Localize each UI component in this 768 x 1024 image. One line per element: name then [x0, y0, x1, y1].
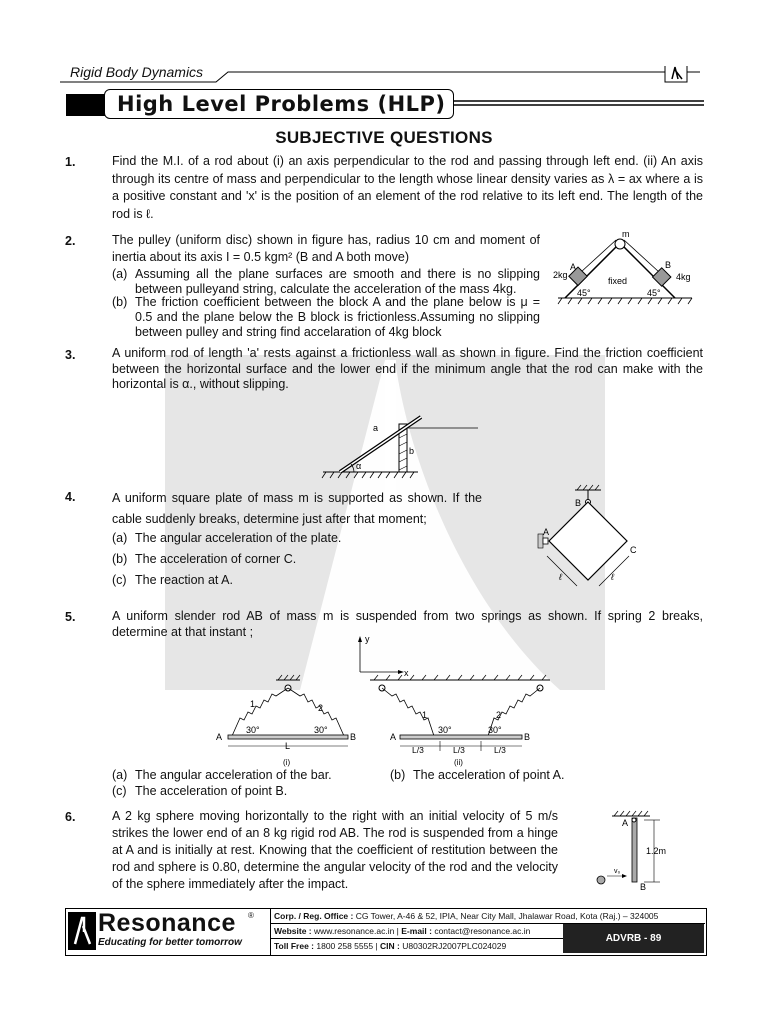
- sub-label: (c): [112, 784, 127, 798]
- label-angle: 30°: [438, 725, 452, 735]
- website-label: Website :: [274, 926, 312, 936]
- page-code: ADVRB - 89: [563, 924, 704, 953]
- sub-text: The angular acceleration of the bar.: [135, 768, 332, 782]
- label-length: L: [285, 741, 291, 751]
- chapter-title: Rigid Body Dynamics: [70, 64, 204, 80]
- label-b: B: [575, 498, 582, 508]
- sub-label: (a): [112, 768, 128, 782]
- label-third: L/3: [412, 745, 424, 755]
- label-alpha: α: [356, 461, 362, 471]
- label-m: m: [622, 229, 630, 239]
- rod-sphere-figure: [592, 810, 682, 890]
- cin-label: CIN :: [380, 941, 400, 951]
- brand-tagline: Educating for better tomorrow: [98, 937, 242, 948]
- label-y: y: [365, 634, 370, 644]
- section-title: High Level Problems (HLP): [104, 89, 454, 119]
- label-l-left: ℓ: [559, 572, 562, 582]
- subheading: SUBJECTIVE QUESTIONS: [275, 128, 493, 147]
- sub-question: [112, 552, 472, 567]
- label-b: B: [665, 260, 672, 270]
- springs-figure: [210, 632, 560, 770]
- sub-label: (c): [112, 573, 127, 587]
- label-third: L/3: [494, 745, 506, 755]
- label-a: A: [390, 732, 397, 742]
- label-length: 1.2m: [646, 846, 667, 856]
- office-address: CG Tower, A-46 & 52, IPIA, Near City Mall, Jhalawar Road, Kota (Raj.) – 324005: [353, 911, 659, 921]
- sub-question: [112, 768, 382, 783]
- label-c: C: [630, 545, 637, 555]
- sub-question: [390, 768, 640, 783]
- pulley-figure: [550, 228, 700, 308]
- sub-text: The acceleration of point A.: [413, 768, 565, 782]
- cin-number: U80302RJ2007PLC024029: [399, 941, 507, 951]
- label-l-right: ℓ: [611, 572, 614, 582]
- label-angle: 30°: [488, 725, 502, 735]
- sub-label: (a): [112, 531, 128, 545]
- label-a: a: [373, 423, 379, 433]
- question-text: A uniform rod of length 'a' rests against a frictionless wall as shown in figure. Find the friction coefficient between the horizontal surface and the lower end if the minimum angle that the rod can make with the horizontal is α., without slipping.: [112, 346, 703, 391]
- label-mass-a: 2kg: [553, 270, 568, 280]
- question-text: A 2 kg sphere moving horizontally to the right with an initial velocity of 5 m/s strikes the lower end of an 8 kg rigid rod AB. The rod is suspended from a hinge at A and is initially at rest. Knowing that the coefficient of restitution between the rod and sphere is 0.80, determine the angular velocity of the rod and the velocity of the sphere immediately after the impact.: [112, 809, 558, 891]
- question-number: 5.: [65, 610, 76, 624]
- label-fixed: fixed: [608, 276, 628, 286]
- label-angle-right: 45°: [647, 288, 661, 298]
- sub-question: [112, 573, 472, 588]
- sub-text: The acceleration of point B.: [135, 784, 288, 798]
- sub-label: (b): [112, 295, 128, 309]
- label-a: A: [216, 732, 223, 742]
- resonance-logo-icon: [68, 912, 96, 950]
- label-third: L/3: [453, 745, 465, 755]
- label-spring-1: 1: [250, 699, 256, 709]
- label-angle-left: 45°: [577, 288, 591, 298]
- caption-ii: (ii): [454, 758, 463, 767]
- question-number: 2.: [65, 234, 76, 248]
- footer-office: [274, 911, 658, 921]
- label-b: B: [350, 732, 357, 742]
- footer-tollfree: [274, 941, 506, 951]
- footer-contact: [274, 926, 530, 936]
- label-x: x: [404, 668, 409, 678]
- tollfree-number: 1800 258 5555 |: [314, 941, 381, 951]
- sub-question: [112, 531, 472, 546]
- question-number: 1.: [65, 155, 76, 169]
- question-number: 4.: [65, 490, 76, 504]
- sub-question: [112, 267, 540, 297]
- question-text: A uniform slender rod AB of mass m is suspended from two springs as shown. If spring 2 breaks, determine at that instant ;: [112, 609, 703, 639]
- label-b: B: [640, 882, 647, 892]
- label-a: A: [543, 527, 550, 537]
- label-spring-1: 1: [422, 710, 428, 720]
- tollfree-label: Toll Free :: [274, 941, 314, 951]
- label-velocity: v₀: [614, 868, 621, 875]
- sub-label: (b): [112, 552, 128, 566]
- email-link[interactable]: contact@resonance.ac.in: [431, 926, 531, 936]
- footer-divider: [270, 938, 563, 939]
- question-number: 3.: [65, 348, 76, 362]
- label-b: B: [524, 732, 531, 742]
- label-a: A: [570, 262, 577, 272]
- label-b: b: [409, 446, 415, 456]
- brand-name: Resonance: [98, 909, 236, 937]
- sub-question: [112, 295, 540, 340]
- email-label: E-mail :: [401, 926, 432, 936]
- square-plate-figure: [535, 484, 650, 596]
- label-spring-2: 2: [318, 703, 324, 713]
- sub-label: (a): [112, 267, 128, 281]
- brand-registered: ®: [248, 911, 254, 920]
- sub-text: The friction coefficient between the block A and the plane below is μ = 0.5 and the plane below the B block is frictionless.Assuming no slipping between pulley and string find accelaration of 4kg block: [135, 295, 540, 339]
- sub-text: The angular acceleration of the plate.: [135, 531, 342, 545]
- office-label: Corp. / Reg. Office :: [274, 911, 354, 921]
- sub-question: [112, 784, 382, 799]
- question-text: The pulley (uniform disc) shown in figure has, radius 10 cm and moment of inertia about its axis I = 0.5 kgm² (B and A both move): [112, 233, 540, 264]
- question-text: A uniform square plate of mass m is supported as shown. If the cable suddenly breaks, determine just after that moment;: [112, 491, 482, 526]
- question-number: 6.: [65, 810, 76, 824]
- label-mass-b: 4kg: [676, 272, 691, 282]
- sub-label: (b): [390, 768, 406, 782]
- label-angle: 30°: [246, 725, 260, 735]
- caption-i: (i): [283, 758, 291, 767]
- sub-text: Assuming all the plane surfaces are smooth and there is no slipping between pulleyand string, calculate the acceleration of the mass 4kg.: [135, 267, 540, 296]
- question-text: Find the M.I. of a rod about (i) an axis perpendicular to the rod and passing through left end. (ii) An axis through its centre of mass and perpendicular to the length whose linear density varies as λ = ax where a is a positive constant and 'x' is the position of an element of the rod relative to its left end. The length of the rod is ℓ.: [112, 154, 703, 221]
- rod-wall-figure: [318, 412, 483, 482]
- footer-divider: [270, 908, 271, 955]
- website-link[interactable]: www.resonance.ac.in |: [311, 926, 402, 936]
- label-a: A: [622, 818, 629, 828]
- sub-text: The reaction at A.: [135, 573, 233, 587]
- sub-text: The acceleration of corner C.: [135, 552, 297, 566]
- label-spring-2: 2: [496, 710, 502, 720]
- label-angle: 30°: [314, 725, 328, 735]
